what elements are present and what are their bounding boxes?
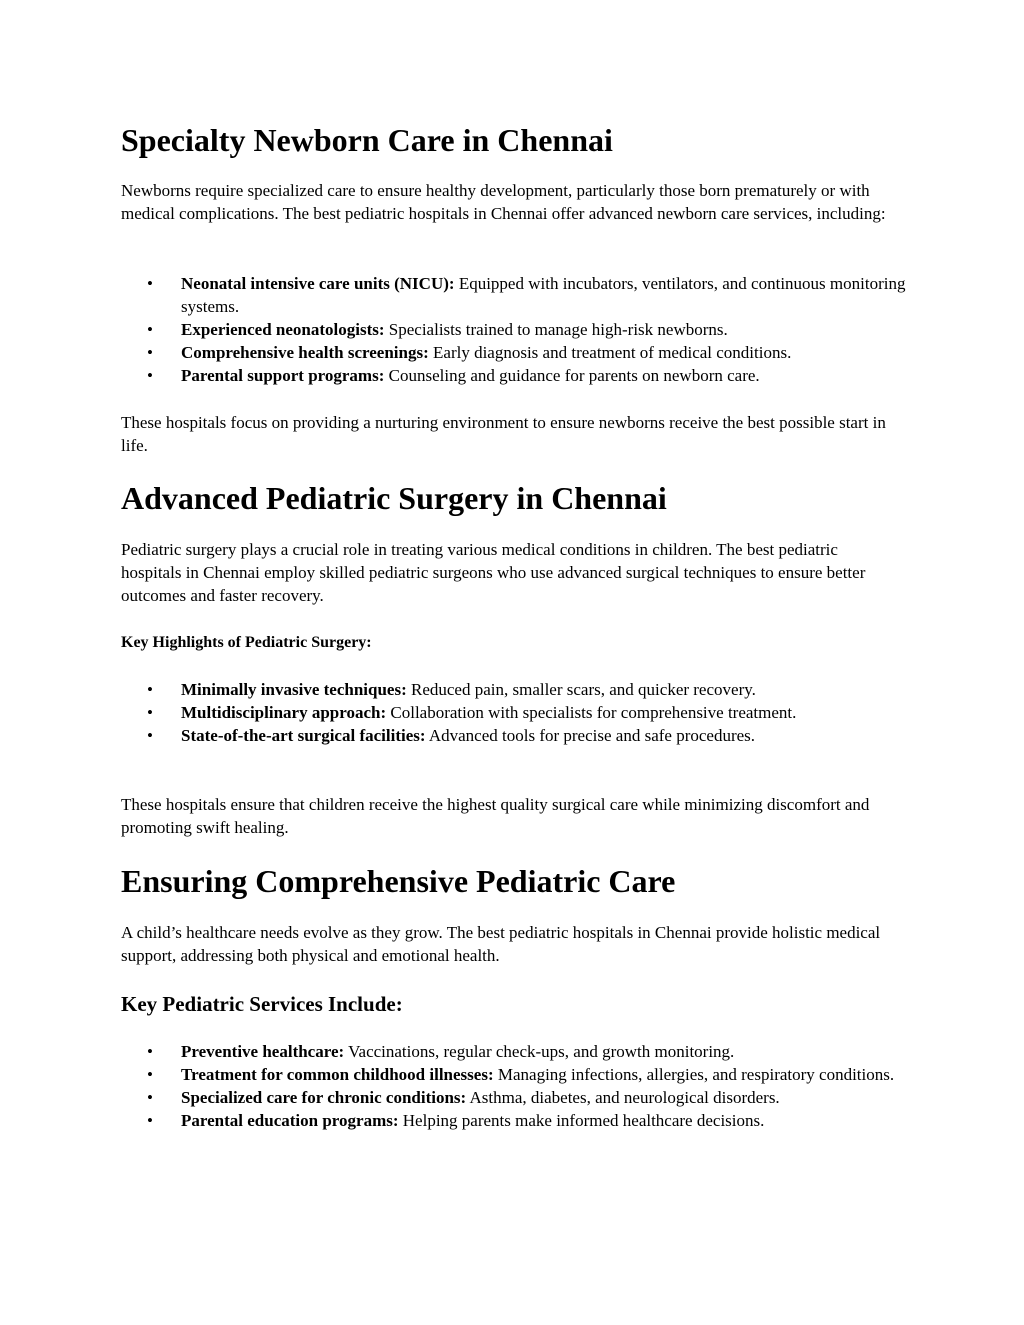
bullet-icon: • [147, 343, 153, 362]
list-item [121, 1063, 911, 1086]
list-item [121, 364, 911, 387]
bullet-icon: • [147, 680, 153, 699]
bullet-icon: • [147, 1088, 153, 1107]
list-item [121, 1109, 911, 1132]
list-item-term: Multidisciplinary approach: [181, 703, 387, 722]
list-item [121, 318, 911, 341]
section-outro-pediatric-surgery: These hospitals ensure that children receive the highest quality surgical care while minimizing discomfort and promoting swift healing. [121, 795, 870, 837]
list-item-desc: Equipped with incubators, ventilators, and continuous monitoring systems. [181, 274, 906, 316]
section-heading-newborn-care: Specialty Newborn Care in Chennai [121, 122, 613, 158]
list-item-term: Neonatal intensive care units (NICU): [181, 274, 455, 293]
list-item [121, 341, 911, 364]
pediatric-services-list [121, 1040, 911, 1132]
bullet-icon: • [147, 726, 153, 745]
list-item-desc: Asthma, diabetes, and neurological disorders. [466, 1088, 780, 1107]
bullet-icon: • [147, 1042, 153, 1061]
list-item-desc: Managing infections, allergies, and respiratory conditions. [493, 1065, 895, 1084]
section-heading-pediatric-surgery: Advanced Pediatric Surgery in Chennai [121, 480, 667, 516]
list-item-term: Experienced neonatologists: [181, 320, 385, 339]
list-item-desc: Advanced tools for precise and safe procedures. [425, 726, 756, 745]
bullet-icon: • [147, 320, 153, 339]
list-item-desc: Helping parents make informed healthcare decisions. [398, 1111, 765, 1130]
list-item [121, 1040, 911, 1063]
section-intro-newborn-care: Newborns require specialized care to ensure healthy development, particularly those born prematurely or with medical complications. The best pediatric hospitals in Chennai offer advanced newborn care services, including: [121, 181, 886, 223]
section-outro-newborn-care: These hospitals focus on providing a nurturing environment to ensure newborns receive the best possible start in life. [121, 413, 886, 455]
list-item-term: Specialized care for chronic conditions: [181, 1088, 467, 1107]
section-intro-comprehensive-care: A child’s healthcare needs evolve as they grow. The best pediatric hospitals in Chennai provide holistic medical support, addressing both physical and emotional health. [121, 923, 881, 965]
bullet-icon: • [147, 274, 153, 293]
list-item [121, 701, 911, 724]
list-item [121, 724, 911, 747]
section-intro-pediatric-surgery: Pediatric surgery plays a crucial role in treating various medical conditions in children. The best pediatric hospitals in Chennai employ skilled pediatric surgeons who use advanced surgical techniques to ensure better outcomes and faster recovery. [121, 540, 866, 605]
newborn-care-list [121, 272, 911, 387]
bullet-icon: • [147, 1111, 153, 1130]
list-item-desc: Collaboration with specialists for comprehensive treatment. [386, 703, 797, 722]
list-item [121, 1086, 911, 1109]
list-item-term: Parental education programs: [181, 1111, 399, 1130]
list-item-desc: Counseling and guidance for parents on newborn care. [384, 366, 760, 385]
bullet-icon: • [147, 703, 153, 722]
list-item-term: Minimally invasive techniques: [181, 680, 407, 699]
list-item-desc: Vaccinations, regular check-ups, and growth monitoring. [344, 1042, 735, 1061]
list-item-desc: Early diagnosis and treatment of medical conditions. [428, 343, 792, 362]
list-item-desc: Specialists trained to manage high-risk newborns. [384, 320, 728, 339]
bullet-icon: • [147, 366, 153, 385]
subheading-surgery-highlights: Key Highlights of Pediatric Surgery: [121, 634, 372, 651]
bullet-icon: • [147, 1065, 153, 1084]
section-heading-comprehensive-care: Ensuring Comprehensive Pediatric Care [121, 863, 676, 899]
list-item-term: Comprehensive health screenings: [181, 343, 429, 362]
list-item-term: Preventive healthcare: [181, 1042, 345, 1061]
surgery-highlights-list [121, 678, 911, 747]
list-item-term: Treatment for common childhood illnesses: [181, 1065, 494, 1084]
list-item-term: State-of-the-art surgical facilities: [181, 726, 426, 745]
subheading-pediatric-services: Key Pediatric Services Include: [121, 992, 403, 1016]
list-item-desc: Reduced pain, smaller scars, and quicker recovery. [406, 680, 756, 699]
list-item [121, 678, 911, 701]
list-item [121, 272, 911, 318]
list-item-term: Parental support programs: [181, 366, 385, 385]
